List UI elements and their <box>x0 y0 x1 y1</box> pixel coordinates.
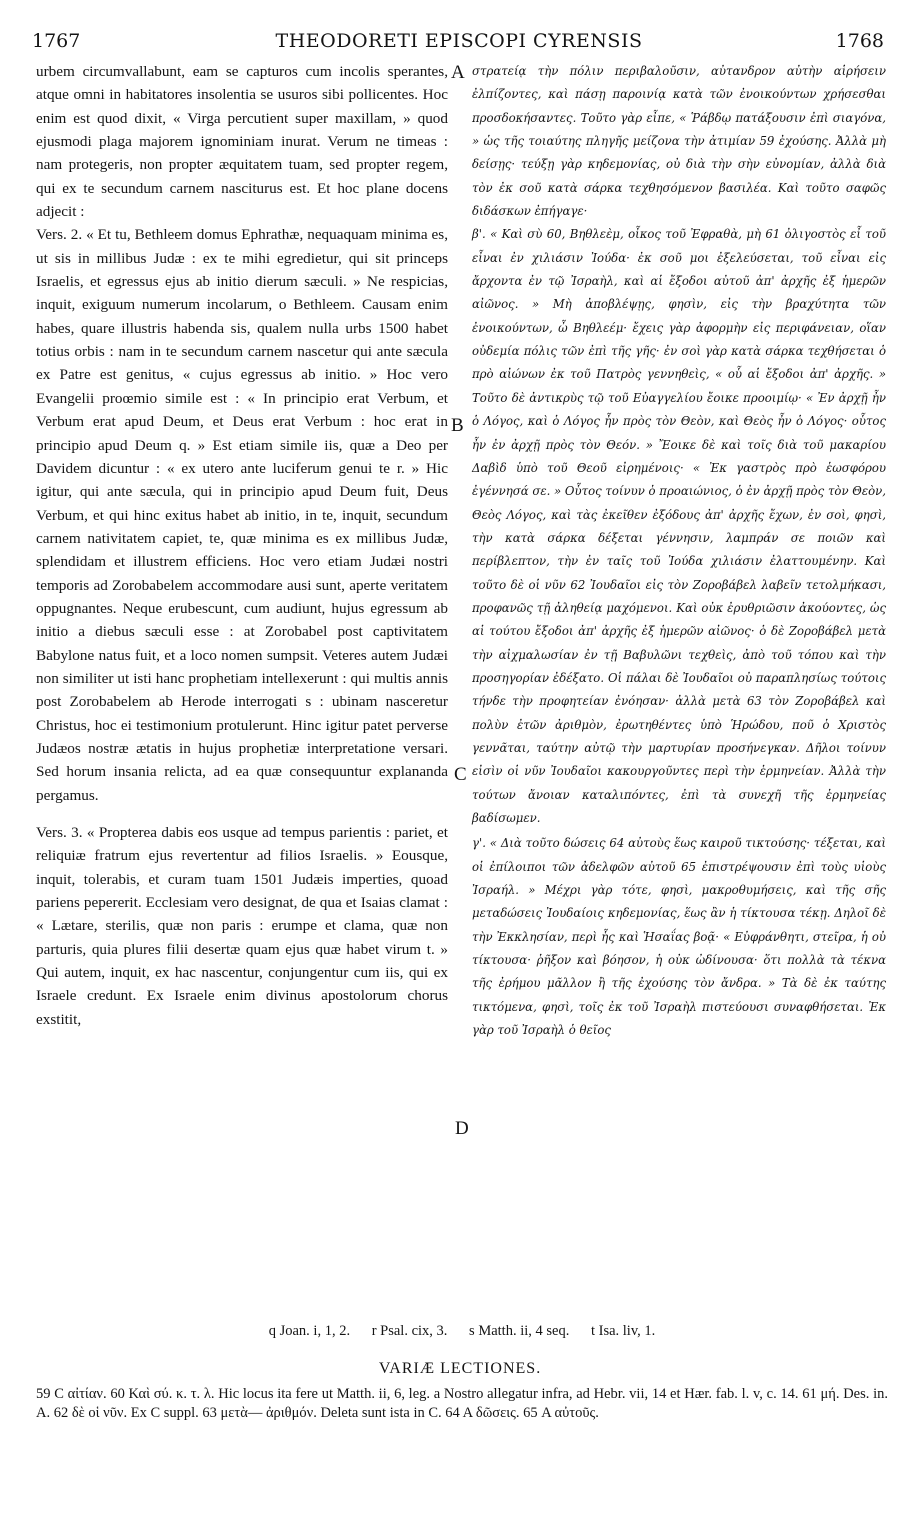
margin-marker-c: C <box>454 764 467 785</box>
footnote-t: t Isa. liv, 1. <box>590 1323 656 1339</box>
latin-paragraph-2: Vers. 2. « Et tu, Bethleem domus Ephrathæ, nequaquam minima es, ut sis in millibus Judæ : ex te mihi egredietur, qui sit princeps Israelis, et egressus ejus ab initio dierum sæculi. » Ne respicias, inquit, exiguum numerum incolarum, o Bethleem. Causam enim habes, quare illustris habenda sis, qualem nulla urbs 1500 habet totius orbis : nam in te secundum carnem nascetur qui ante sæcula ex Patre est genitus, « cujus egressus ab initio. » Hoc vero Evangelii proœmio simile est : « In principio erat Verbum, et Verbum erat apud Deum, et Deus erat Verbum : hoc erat in principio apud Deum q. » Est etiam simile iis, quæ a Deo per Davidem dicuntur : « ex utero ante luciferum genui te r. » Hic igitur, qui ante sæcula, qui in principio apud Deum fuit, Deus Verbum, et qui hinc exitus habet ab initio, in te, inquit, secundum carnem nativitatem capiet, te, quæ minima es ex millibus Judæ, splendidam et illustrem efficiens. Hoc vero etiam Judæi nostri temporis ad Zorobabelem accommodare ausi sunt, aperte veritatem oppugnantes. Neque erubescunt, cum audiunt, hujus egressum ab initio a diebus sæculi esse : at Zorobabel post captivitatem Babylone natus fuit, et a loco nomen sumpsit. Veteres autem Judæi non similiter ut isti hanc prophetiam intellexerunt : qui multis annis post Zorobabelem ab Herode interrogati s : ubinam nasceretur Christus, hoc ei testimonium protulerunt. Hinc igitur patet perverse Judæos nostræ ætatis in hujus prophetiæ interpretatione versari. Sed horum insania relicta, ad ea quæ consequuntur explananda pergamus. <box>36 226 448 804</box>
footnotes <box>36 1320 888 1342</box>
footnote-q: q Joan. i, 1, 2. <box>268 1323 351 1339</box>
margin-marker-b: B <box>451 415 464 436</box>
greek-paragraph-3: γ'. « Διὰ τοῦτο δώσεις 64 αὐτοὺς ἕως καιροῦ τικτούσης· τέξεται, καὶ οἱ ἐπίλοιποι τῶν ἀδελφῶν αὐτοῦ 65 ἐπιστρέψουσιν ἐπὶ τοὺς υἱοὺς Ἰσραήλ. » Μέχρι γὰρ τότε, φησὶ, μακροθυμήσεις, καὶ τῆς σῆς μεταδώσεις Ἰουδαίοις κηδεμονίας, ἕως ἂν ἡ τίκτουσα τέκῃ. Δηλοῖ δὲ τὴν Ἐκκλησίαν, περὶ ἧς καὶ Ἡσαΐας βοᾷ· « Εὐφράνθητι, στεῖρα, ἡ οὐ τίκτουσα· ῥῆξον καὶ βόησον, ἡ οὐκ ὠδίνουσα· ὅτι πολλὰ τὰ τέκνα τῆς ἐρήμου μᾶλλον ἢ τῆς ἐχούσης τὸν ἄνδρα. » Τὰ δὲ ἐκ ταύτης τικτόμενα, φησὶ, τοῖς ἐκ τοῦ Ἰσραὴλ πιστεύουσι συναφθήσεται. Ἐκ γὰρ τοῦ Ἰσραὴλ ὁ θεῖος <box>472 836 886 1038</box>
page-number-left: 1767 <box>32 30 81 52</box>
latin-paragraph-3: Vers. 3. « Propterea dabis eos usque ad tempus parientis : pariet, et reliquiæ fratrum ejus revertentur ad filios Israelis. » Eousque, inquit, tolerabis, et curam tuam 1501 Judæis imperties, quoad pariens pepererit. Ecclesiam vero designat, de qua et Isaias clamat : « Lætare, sterilis, quæ non paris : erumpe et clama, quæ non parturis, quia plures filii desertæ quam ejus quæ habet virum t. » Qui autem, inquit, ex hac nascentur, conjungentur cum iis, qui ex Israele credunt. Ex Israele enim divinus apostolorum chorus exstitit, <box>36 824 448 1028</box>
margin-marker-d: D <box>455 1118 469 1139</box>
page-number-right: 1768 <box>835 30 884 52</box>
greek-column <box>472 60 886 1042</box>
running-header <box>30 30 888 60</box>
greek-paragraph-2: β'. « Καὶ σὺ 60, Βηθλεὲμ, οἶκος τοῦ Ἐφραθὰ, μὴ 61 ὀλιγοστὸς εἶ τοῦ εἶναι ἐν χιλιάσιν Ἰούδα· ἐκ σοῦ μοι ἐξελεύσεται, τοῦ εἶναι εἰς ἄρχοντα ἐν τῷ Ἰσραὴλ, καὶ αἱ ἔξοδοι αὐτοῦ ἀπ' ἀρχῆς ἐξ ἡμερῶν αἰῶνος. » Μὴ ἀποβλέψῃς, φησὶν, εἰς τὴν βραχύτητα τῶν ἐνοικούντων, ὦ Βηθλεέμ· ἔχεις γὰρ ἀφορμὴν εἰς περιφάνειαν, οἵαν οὐδεμία πόλις τῶν ἐπὶ τῆς γῆς· ἐν σοὶ γὰρ κατὰ σάρκα τεχθήσεται ὁ πρὸ αἰώνων ἐκ τοῦ Πατρὸς γεννηθεὶς, « οὗ αἱ ἔξοδοι ἀπ' ἀρχῆς. » Τοῦτο δὲ ἀντικρὺς τῷ τοῦ Εὐαγγελίου ἔοικε προοιμίῳ· « Ἐν ἀρχῇ ἦν ὁ Λόγος, καὶ ὁ Λόγος ἦν πρὸς τὸν Θεὸν, καὶ Θεὸς ἦν ὁ Λόγος· οὗτος ἦν ἐν ἀρχῇ πρὸς τὸν Θεόν. » Ἔοικε δὲ καὶ τοῖς διὰ τοῦ μακαρίου Δαβὶδ ὑπὸ τοῦ Θεοῦ εἰρημένοις· « Ἐκ γαστρὸς πρὸ ἑωσφόρου ἐγέννησά σε. » Οὗτος τοίνυν ὁ προαιώνιος, ὁ ἐν ἀρχῇ πρὸς τὸν Θεὸν, Θεὸς Λόγος, καὶ τὰς ἐκεῖθεν ἐξόδους ἀπ' ἀρχῆς ἔχων, ἐν σοὶ, φησὶ, τὴν κατὰ σάρκα δέξεται γέννησιν, λαμπράν σε ποιῶν καὶ περίβλεπτον, τὴν ἐν ταῖς τοῦ Ἰούδα χιλιάσιν ἐλαττουμένην. Καὶ τοῦτο δὲ οἱ νῦν 62 Ἰουδαῖοι εἰς τὸν Ζοροβάβελ λαβεῖν τετολμήκασι, προφανῶς τῇ ἀληθείᾳ μαχόμενοι. Καὶ οὐκ ἐρυθριῶσιν ἀκούοντες, ὡς αἱ τούτου ἔξοδοι ἀπ' ἀρχῆς ἐξ ἡμερῶν αἰῶνος· ὁ δὲ Ζοροβάβελ μετὰ τὴν αἰχμαλωσίαν ἐν τῇ Βαβυλῶνι τεχθεὶς, ἀπὸ τοῦ τόπου καὶ τὴν προσηγορίαν ἐδέξατο. Οἱ πάλαι δὲ Ἰουδαῖοι οὐ παραπλησίως τούτοις τήνδε τὴν προφητείαν ἐνόησαν· ἀλλὰ μετὰ 63 τὸν Ζοροβάβελ καὶ πολὺν ἐτῶν ἀριθμὸν, ἐρωτηθέντες ὑπὸ Ἡρώδου, ποῦ ὁ Χριστὸς γεννᾶται, ταύτην αὐτῷ τὴν μαρτυρίαν προσήνεγκαν. Δῆλοι τοίνυν εἰσὶν οἱ νῦν Ἰουδαῖοι κακουργοῦντες περὶ τὴν ἑρμηνείαν. Ἀλλὰ τὴν τούτων ἄνοιαν καταλιπόντες, ἐπὶ τὰ συνεχῆ τῆς ἑρμηνείας βαδίσωμεν. <box>472 227 886 825</box>
greek-paragraph-1: στρατείᾳ τὴν πόλιν περιβαλοῦσιν, αὐτανδρον αὐτὴν αἱρήσειν ἐλπίζοντες, καὶ πάσῃ παροινίᾳ κατὰ τῶν ἐνοικούντων χρήσεσθαι προσδοκήσαντες. Τοῦτο γὰρ εἶπε, « Ῥάβδῳ πατάξουσιν ἐπὶ σιαγόνα, » ὡς τῆς τοιαύτης πληγῆς μείζονα τὴν ἀτιμίαν 59 ἐχούσης. Ἀλλὰ μὴ δείσῃς· τεύξῃ γὰρ κηδεμονίας, οὐ διὰ τὴν σὴν εὐνομίαν, ἀλλὰ διὰ τὸν ἐκ σοῦ κατὰ σάρκα τεχθησόμενον βασιλέα. Καὶ τοῦτο σαφῶς διδάσκων ἐπήγαγε· <box>472 64 886 219</box>
latin-paragraph-1: urbem circumvallabunt, eam se capturos cum incolis sperantes, atque omni in habitatores insolentia se usuros sibi pollicentes. Hoc enim est quod dixit, « Virga percutient super maxillam, » quod ejusmodi plaga majorem ignominiam inurat. Verum ne timeas : nam protegeris, non propter æquitatem tuam, sed propter regem, qui ex te secundum carnem nasciturus est. Et hoc plane docens adjecit : <box>36 63 448 221</box>
footnote-s: s Matth. ii, 4 seq. <box>469 1323 570 1339</box>
margin-marker-a: A <box>451 62 465 83</box>
footnote-r: r Psal. cix, 3. <box>371 1323 448 1339</box>
variae-lectiones-title: VARIÆ LECTIONES. <box>378 1360 542 1377</box>
running-title: THEODORETI EPISCOPI CYRENSIS <box>275 30 643 52</box>
variae-lectiones-text: 59 C αἰτίαν. 60 Καὶ σύ. κ. τ. λ. Hic locus ita fere ut Matth. ii, 6, leg. a Nostro allegatur infra, ad Hebr. vii, 14 et Hær. fab. l. v, c. 14. 61 μή. Des. in. A. 62 δὲ οἱ νῦν. Ex C suppl. 63 μετὰ— ἀριθμόν. Deleta sunt ista in C. 64 A δῶσεις. 65 A αὐτοῦς. <box>36 1386 888 1421</box>
latin-column <box>36 60 448 1031</box>
variae-lectiones <box>36 1385 888 1422</box>
